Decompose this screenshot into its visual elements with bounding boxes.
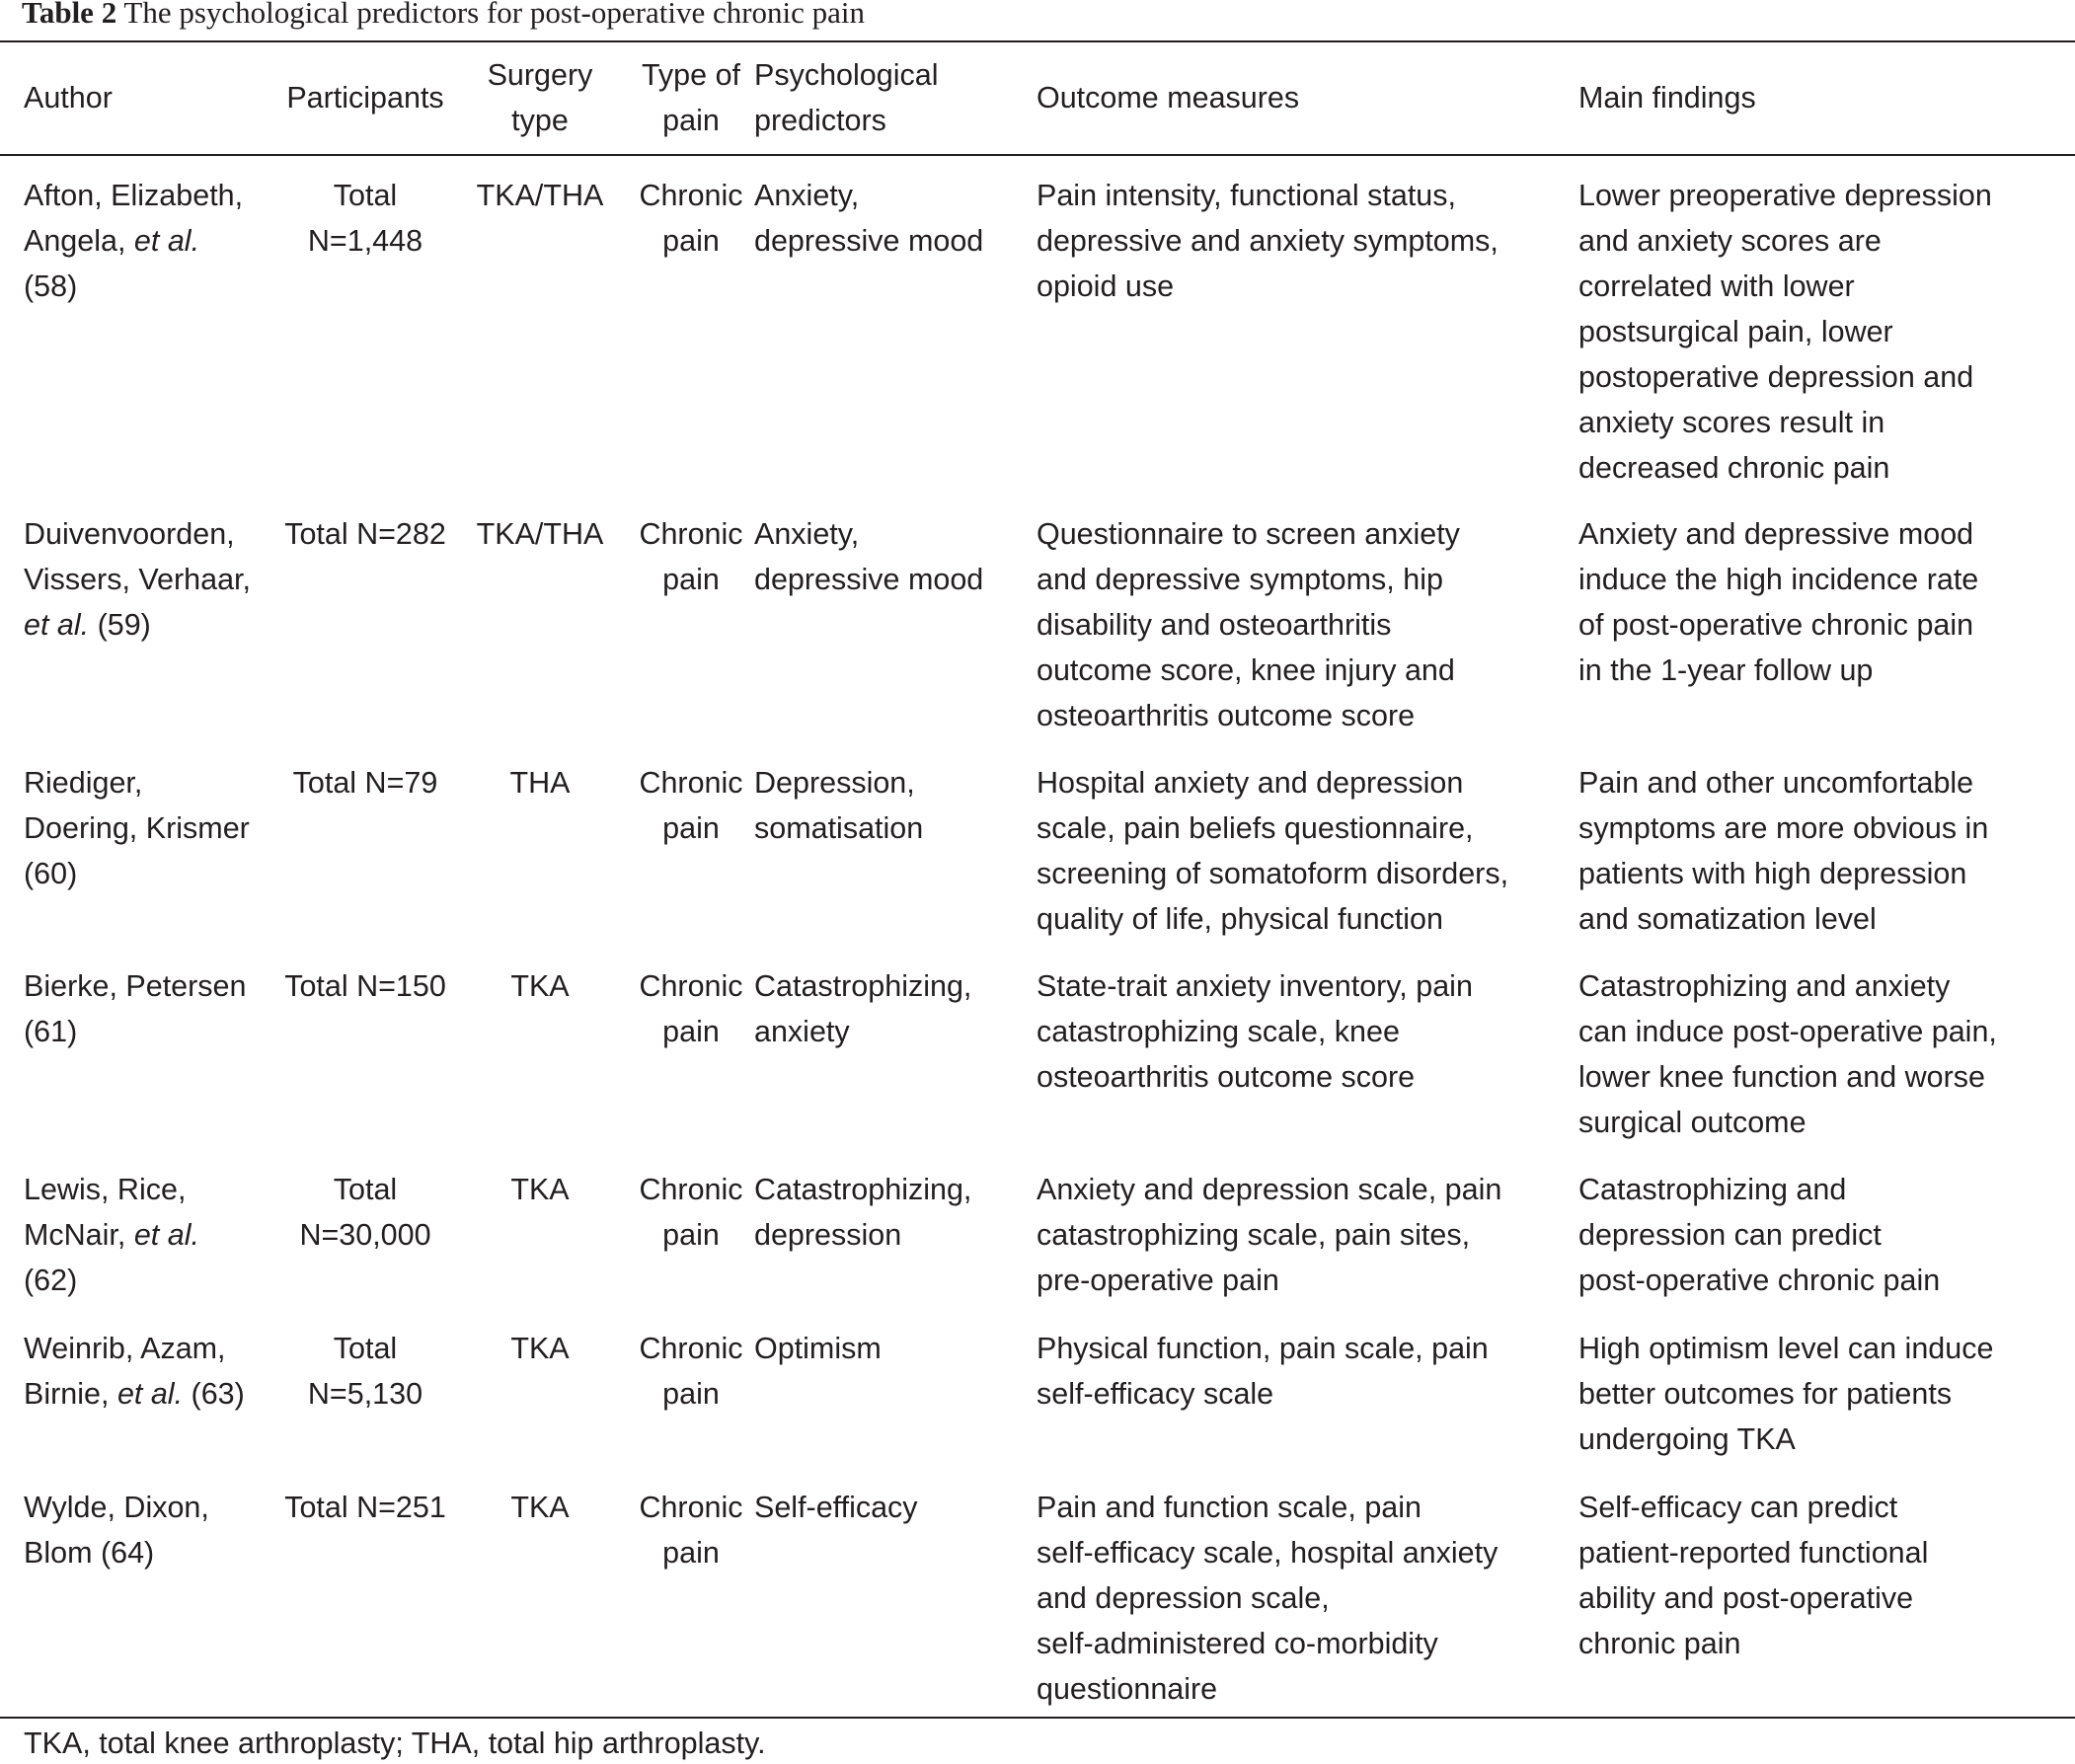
header-surgery-type-line: Surgery xyxy=(487,58,593,92)
outcomes-text: pre-operative pain xyxy=(1037,1264,1279,1297)
findings-text: Anxiety and depressive mood xyxy=(1578,517,1974,551)
cell-predictors: Self-efficacy xyxy=(754,1491,918,1524)
participants-text: Total xyxy=(333,1332,398,1365)
cell-participants xyxy=(278,154,452,493)
participants-text: N=1,448 xyxy=(307,224,423,258)
cell-findings xyxy=(1578,741,2075,945)
outcomes-text: disability and osteoarthritis xyxy=(1037,608,1392,642)
author-ref: (60) xyxy=(24,857,78,890)
cell-surgery-type: TKA xyxy=(510,1332,570,1365)
findings-text: induce the high incidence rate xyxy=(1578,563,1979,596)
cell-predictors: Optimism xyxy=(754,1332,882,1365)
author-text: McNair, xyxy=(24,1218,134,1252)
findings-text: postoperative depression and xyxy=(1578,360,1974,394)
pain-text: Chronic xyxy=(639,179,743,212)
cell-author xyxy=(0,1148,278,1307)
outcomes-text: depressive and anxiety symptoms, xyxy=(1037,224,1499,258)
participants-text: Total xyxy=(333,179,398,212)
outcomes-text: catastrophizing scale, knee xyxy=(1037,1015,1400,1048)
findings-text: surgical outcome xyxy=(1578,1106,1806,1139)
findings-text: symptoms are more obvious in xyxy=(1578,811,1989,845)
cell-outcomes xyxy=(1037,1148,1578,1307)
cell-outcomes xyxy=(1037,1307,1578,1466)
table-row xyxy=(0,154,2075,493)
author-text: Doering, Krismer xyxy=(24,811,250,845)
author-text: Blom (64) xyxy=(24,1536,155,1570)
cell-type-of-pain xyxy=(628,945,754,1148)
outcomes-text: Pain and function scale, pain xyxy=(1037,1491,1422,1524)
findings-text: post-operative chronic pain xyxy=(1578,1264,1941,1297)
pain-text: Chronic xyxy=(639,517,743,551)
outcomes-text: self-administered co-morbidity xyxy=(1037,1627,1438,1660)
cell-predictors xyxy=(754,154,1037,493)
header-outcome-measures: Outcome measures xyxy=(1037,81,1300,115)
author-ref: (58) xyxy=(24,269,78,303)
cell-outcomes xyxy=(1037,741,1578,945)
author-text: Wylde, Dixon, xyxy=(24,1491,209,1524)
cell-type-of-pain xyxy=(628,1307,754,1466)
cell-participants: Total N=79 xyxy=(292,766,438,800)
table-caption-text: The psychological predictors for post-operative chronic pain xyxy=(123,0,866,30)
pain-text: pain xyxy=(662,1015,720,1048)
cell-type-of-pain xyxy=(628,154,754,493)
header-type-of-pain-line: Type of xyxy=(641,58,741,92)
header-surgery-type-line: type xyxy=(511,104,569,137)
pain-text: Chronic xyxy=(639,1173,743,1206)
author-et-al: et al. xyxy=(133,224,200,258)
cell-participants: Total N=282 xyxy=(284,517,446,551)
cell-outcomes xyxy=(1037,945,1578,1148)
author-text: Birnie, xyxy=(24,1377,117,1411)
outcomes-text: questionnaire xyxy=(1037,1672,1218,1706)
findings-text: Catastrophizing and anxiety xyxy=(1578,969,1951,1003)
bottom-rule xyxy=(0,1717,2075,1719)
cell-surgery-type: TKA xyxy=(510,1173,570,1206)
findings-text: Self-efficacy can predict xyxy=(1578,1491,1898,1524)
findings-text: postsurgical pain, lower xyxy=(1578,315,1893,348)
header-predictors-line: Psychological xyxy=(754,58,939,92)
outcomes-text: and depressive symptoms, hip xyxy=(1037,563,1443,596)
header-psychological-predictors xyxy=(754,41,1037,154)
predictors-text: Anxiety, xyxy=(754,179,860,212)
cell-type-of-pain xyxy=(628,1148,754,1307)
table-row xyxy=(0,493,2075,741)
cell-surgery-type: TKA xyxy=(510,1491,570,1524)
findings-text: and somatization level xyxy=(1578,902,1877,936)
cell-type-of-pain xyxy=(628,741,754,945)
outcomes-text: osteoarthritis outcome score xyxy=(1037,1060,1416,1094)
findings-text: depression can predict xyxy=(1578,1218,1882,1252)
table-caption xyxy=(22,0,865,30)
outcomes-text: State-trait anxiety inventory, pain xyxy=(1037,969,1473,1003)
outcomes-text: self-efficacy scale xyxy=(1037,1377,1274,1411)
cell-findings xyxy=(1578,493,2075,741)
author-et-al: et al. xyxy=(116,1377,184,1411)
findings-text: decreased chronic pain xyxy=(1578,451,1890,485)
cell-predictors xyxy=(754,945,1037,1148)
predictors-text: depressive mood xyxy=(754,563,984,596)
table-caption-label: Table 2 xyxy=(22,0,117,30)
header-author: Author xyxy=(24,81,113,115)
cell-predictors xyxy=(754,741,1037,945)
cell-findings xyxy=(1578,1466,2075,1716)
predictors-text: Catastrophizing, xyxy=(754,1173,972,1206)
findings-text: ability and post-operative xyxy=(1578,1581,1914,1615)
cell-type-of-pain xyxy=(628,493,754,741)
predictors-text: Depression, xyxy=(754,766,915,800)
author-text: Angela, xyxy=(24,224,134,258)
outcomes-text: Anxiety and depression scale, pain xyxy=(1037,1173,1502,1206)
outcomes-text: Physical function, pain scale, pain xyxy=(1037,1332,1489,1365)
cell-participants: Total N=251 xyxy=(284,1491,446,1524)
outcomes-text: and depression scale, xyxy=(1037,1581,1330,1615)
table-footnote: TKA, total knee arthroplasty; THA, total hip arthroplasty. xyxy=(24,1726,766,1760)
cell-participants: Total N=150 xyxy=(284,969,446,1003)
cell-author xyxy=(0,945,278,1148)
outcomes-text: osteoarthritis outcome score xyxy=(1037,699,1416,732)
author-ref: (61) xyxy=(24,1015,78,1048)
outcomes-text: Questionnaire to screen anxiety xyxy=(1037,517,1460,551)
author-et-al: et al. xyxy=(24,608,90,642)
participants-text: Total xyxy=(333,1173,398,1206)
cell-author xyxy=(0,741,278,945)
author-text: Riediger, xyxy=(24,766,143,800)
cell-type-of-pain xyxy=(628,1466,754,1716)
header-row xyxy=(0,41,2075,154)
predictors-text: anxiety xyxy=(754,1015,850,1048)
cell-predictors xyxy=(754,1148,1037,1307)
predictors-text: depression xyxy=(754,1218,902,1252)
cell-author xyxy=(0,493,278,741)
cell-surgery-type: TKA/THA xyxy=(476,179,604,212)
outcomes-text: opioid use xyxy=(1037,269,1175,303)
findings-text: Pain and other uncomfortable xyxy=(1578,766,1974,800)
findings-text: in the 1-year follow up xyxy=(1578,653,1874,687)
header-main-findings: Main findings xyxy=(1578,81,1756,115)
findings-text: anxiety scores result in xyxy=(1578,406,1885,439)
pain-text: pain xyxy=(662,1218,720,1252)
header-participants: Participants xyxy=(286,81,444,115)
findings-text: chronic pain xyxy=(1578,1627,1741,1660)
outcomes-text: outcome score, knee injury and xyxy=(1037,653,1455,687)
header-surgery-type xyxy=(452,41,628,154)
findings-text: Lower preoperative depression xyxy=(1578,179,1992,212)
outcomes-text: Hospital anxiety and depression xyxy=(1037,766,1464,800)
cell-findings xyxy=(1578,1307,2075,1466)
author-ref: (62) xyxy=(24,1264,78,1297)
outcomes-text: scale, pain beliefs questionnaire, xyxy=(1037,811,1474,845)
cell-participants xyxy=(278,1307,452,1466)
outcomes-text: screening of somatoform disorders, xyxy=(1037,857,1509,890)
header-predictors-line: predictors xyxy=(754,104,886,137)
header-type-of-pain-line: pain xyxy=(662,104,720,137)
cell-author xyxy=(0,1466,278,1716)
outcomes-text: catastrophizing scale, pain sites, xyxy=(1037,1218,1471,1252)
cell-author xyxy=(0,1307,278,1466)
table-row xyxy=(0,741,2075,945)
pain-text: Chronic xyxy=(639,969,743,1003)
pain-text: pain xyxy=(662,1536,720,1570)
table-row xyxy=(0,1148,2075,1307)
table-row xyxy=(0,1307,2075,1466)
pain-text: pain xyxy=(662,563,720,596)
cell-author xyxy=(0,154,278,493)
cell-surgery-type: THA xyxy=(509,766,571,800)
pain-text: Chronic xyxy=(639,1332,743,1365)
outcomes-text: quality of life, physical function xyxy=(1037,902,1443,936)
findings-text: High optimism level can induce xyxy=(1578,1332,1994,1365)
participants-text: N=30,000 xyxy=(299,1218,431,1252)
predictors-table xyxy=(0,41,2075,1716)
predictors-text: Catastrophizing, xyxy=(754,969,972,1003)
findings-text: lower knee function and worse xyxy=(1578,1060,1985,1094)
outcomes-text: self-efficacy scale, hospital anxiety xyxy=(1037,1536,1499,1570)
findings-text: patient-reported functional xyxy=(1578,1536,1929,1570)
findings-text: Catastrophizing and xyxy=(1578,1173,1847,1206)
findings-text: correlated with lower xyxy=(1578,269,1855,303)
findings-text: and anxiety scores are xyxy=(1578,224,1882,258)
findings-text: patients with high depression xyxy=(1578,857,1967,890)
author-text: Lewis, Rice, xyxy=(24,1173,187,1206)
author-text: Bierke, Petersen xyxy=(24,969,247,1003)
author-et-al: et al. xyxy=(133,1218,199,1252)
pain-text: Chronic xyxy=(639,766,743,800)
cell-outcomes xyxy=(1037,493,1578,741)
participants-text: N=5,130 xyxy=(307,1377,423,1411)
cell-surgery-type: TKA xyxy=(510,969,570,1003)
author-text: Vissers, Verhaar, xyxy=(24,563,252,596)
findings-text: undergoing TKA xyxy=(1578,1422,1796,1456)
cell-participants xyxy=(278,1148,452,1307)
table-row xyxy=(0,945,2075,1148)
findings-text: can induce post-operative pain, xyxy=(1578,1015,1997,1048)
pain-text: pain xyxy=(662,224,720,258)
findings-text: of post-operative chronic pain xyxy=(1578,608,1974,642)
author-text: Weinrib, Azam, xyxy=(24,1332,226,1365)
cell-outcomes xyxy=(1037,154,1578,493)
header-type-of-pain xyxy=(628,41,754,154)
table-row xyxy=(0,1466,2075,1716)
cell-predictors xyxy=(754,493,1037,741)
cell-findings xyxy=(1578,945,2075,1148)
cell-findings xyxy=(1578,154,2075,493)
predictors-text: Anxiety, xyxy=(754,517,860,551)
author-ref: (59) xyxy=(89,608,151,642)
pain-text: pain xyxy=(662,1377,720,1411)
cell-findings xyxy=(1578,1148,2075,1307)
pain-text: Chronic xyxy=(639,1491,743,1524)
findings-text: better outcomes for patients xyxy=(1578,1377,1953,1411)
cell-surgery-type: TKA/THA xyxy=(476,517,604,551)
author-text: Afton, Elizabeth, xyxy=(24,179,244,212)
pain-text: pain xyxy=(662,811,720,845)
author-ref: (63) xyxy=(183,1377,245,1411)
author-text: Duivenvoorden, xyxy=(24,517,235,551)
predictors-text: somatisation xyxy=(754,811,924,845)
cell-outcomes xyxy=(1037,1466,1578,1716)
outcomes-text: Pain intensity, functional status, xyxy=(1037,179,1456,212)
predictors-text: depressive mood xyxy=(754,224,984,258)
